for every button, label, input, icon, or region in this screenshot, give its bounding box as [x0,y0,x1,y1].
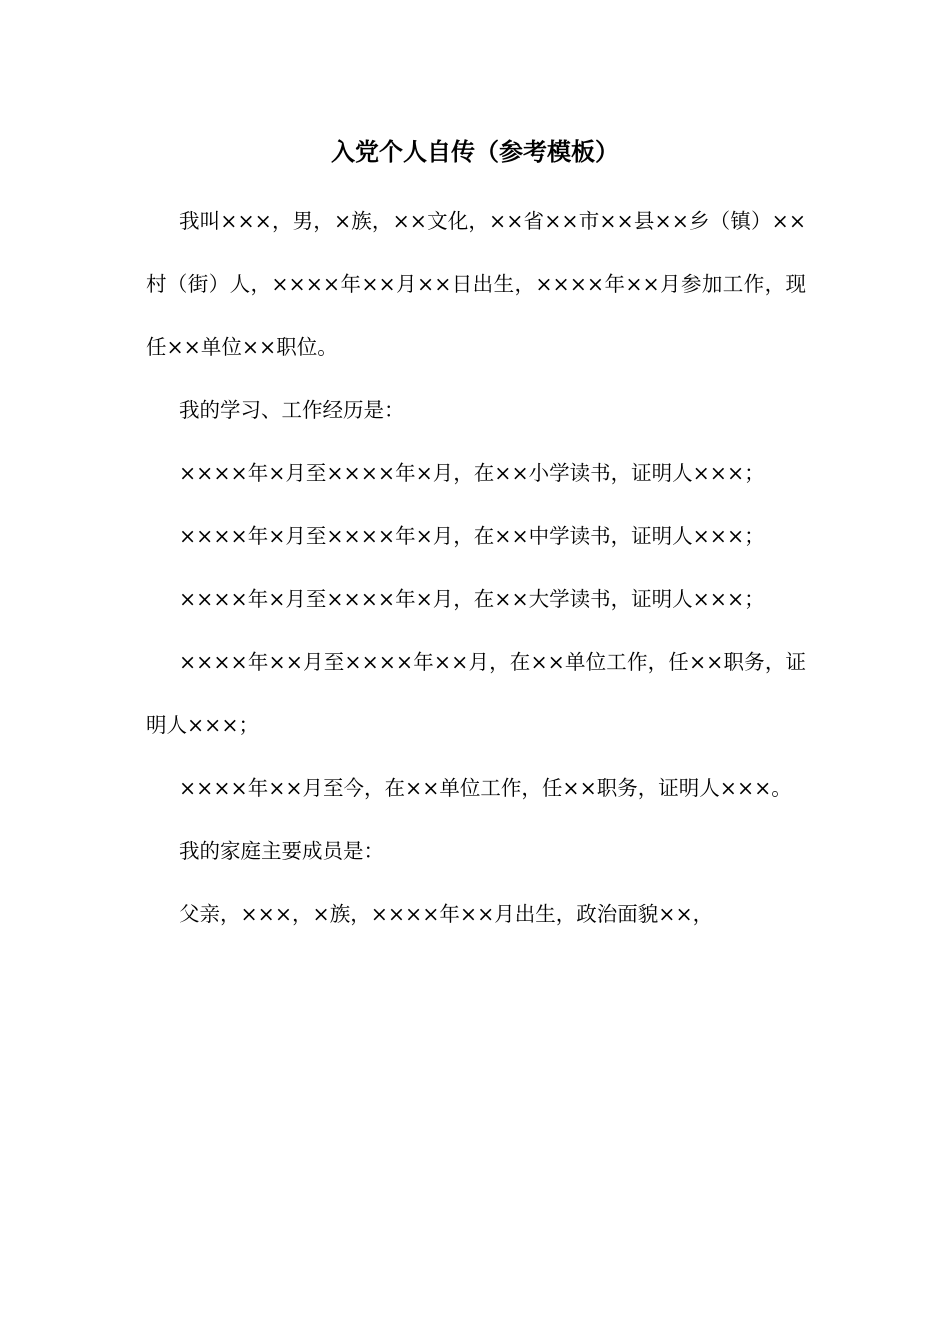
document-title: 入党个人自传（参考模板） [331,137,619,166]
paragraph-intro: 我叫×××，男，×族，××文化，××省××市××县××乡（镇）××村（街）人，××××年××月××日出生，××××年××月参加工作，现任××单位××职位。 [146,209,806,359]
paragraph-middle-school: ××××年×月至××××年×月，在××中学读书，证明人×××； [179,524,765,548]
paragraph-work-current: ××××年××月至今，在××单位工作，任××职务，证明人×××。 [179,776,792,800]
paragraph-family-heading: 我的家庭主要成员是： [179,839,384,863]
paragraph-university: ××××年×月至××××年×月，在××大学读书，证明人×××； [179,587,765,611]
paragraph-work-past: ××××年××月至××××年××月，在××单位工作，任××职务，证明人×××； [146,650,806,737]
paragraph-history-heading: 我的学习、工作经历是： [179,398,405,422]
document-body [146,190,806,946]
paragraph-primary-school: ××××年×月至××××年×月，在××小学读书，证明人×××； [179,461,765,485]
paragraph-father: 父亲，×××，×族，××××年××月出生，政治面貌××， [179,902,714,926]
